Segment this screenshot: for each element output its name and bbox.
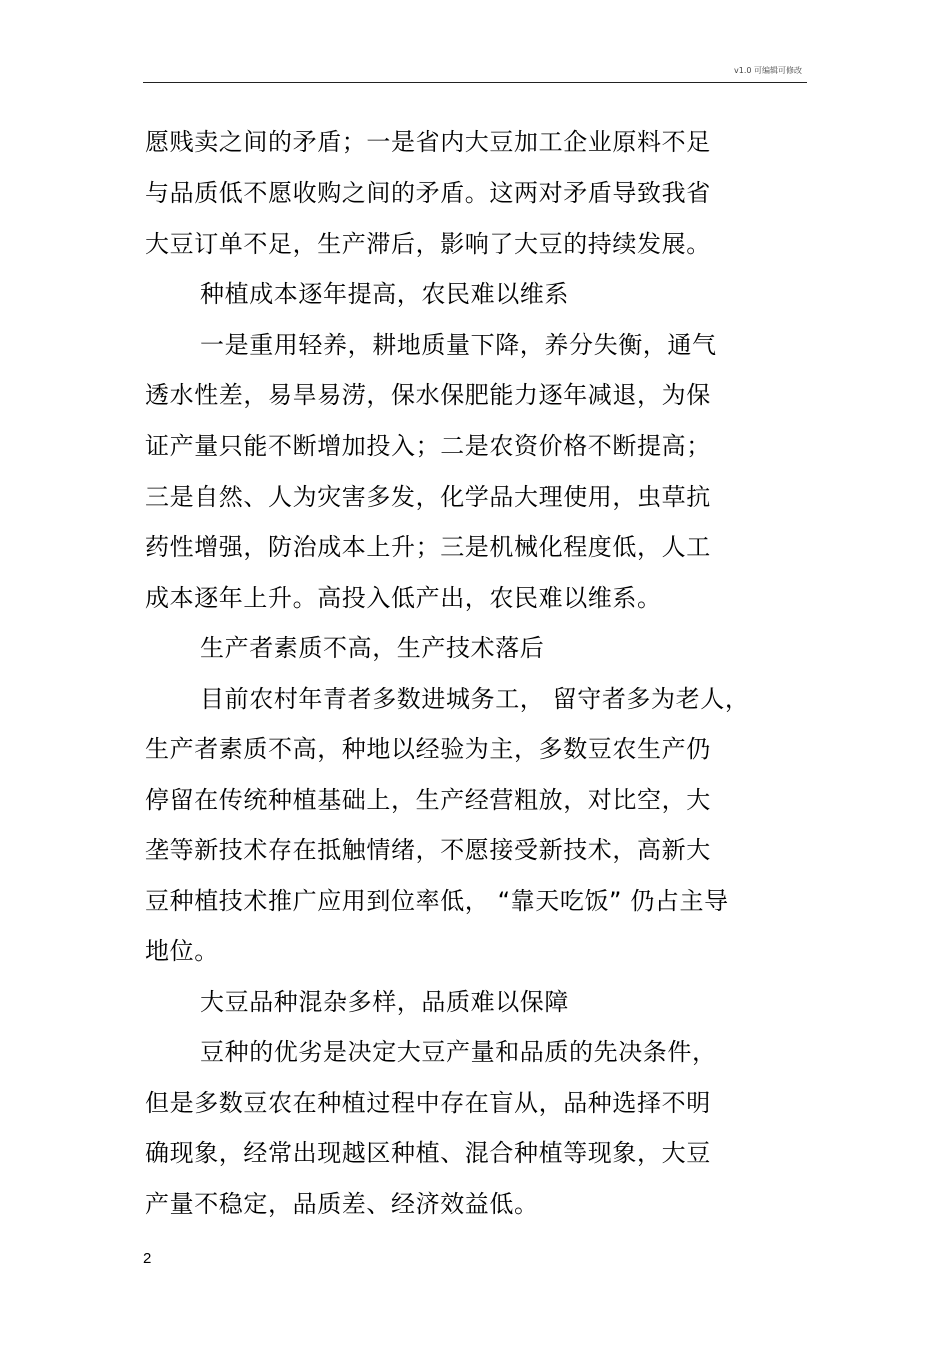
body-line: 三是自然、人为灾害多发，化学品大理使用，虫草抗 — [145, 483, 711, 511]
body-line: 证产量只能不断增加投入；二是农资价格不断提高； — [145, 432, 711, 460]
body-line: 停留在传统种植基础上，生产经营粗放，对比空，大 — [145, 786, 711, 814]
body-line: 药性增强，防治成本上升；三是机械化程度低，人工 — [145, 533, 711, 561]
body-line: 大豆订单不足，生产滞后，影响了大豆的持续发展。 — [145, 230, 711, 258]
body-line: 成本逐年上升。高投入低产出，农民难以维系。 — [145, 584, 662, 612]
header-version-label: v1.0 可编辑可修改 — [734, 66, 802, 75]
body-line: 透水性差，易旱易涝，保水保肥能力逐年减退，为保 — [145, 381, 711, 409]
body-line: 豆种植技术推广应用到位率低， “靠天吃饭” 仍占主导 — [145, 887, 729, 915]
body-line: 确现象，经常出现越区种植、混合种植等现象，大豆 — [145, 1139, 711, 1167]
body-line: 与品质低不愿收购之间的矛盾。这两对矛盾导致我省 — [145, 179, 711, 207]
paragraph-first-line: 豆种的优劣是决定大豆产量和品质的先决条件， — [200, 1038, 717, 1066]
body-line: 生产者素质不高，种地以经验为主，多数豆农生产仍 — [145, 735, 711, 763]
header-divider — [143, 82, 807, 83]
body-line: 愿贱卖之间的矛盾；一是省内大豆加工企业原料不足 — [145, 128, 711, 156]
section-heading: 生产者素质不高，生产技术落后 — [200, 634, 545, 662]
paragraph-first-line: 目前农村年青者多数进城务工， 留守者多为老人， — [200, 685, 750, 713]
body-line: 地位。 — [145, 937, 219, 965]
body-line: 但是多数豆农在种植过程中存在盲从，品种选择不明 — [145, 1089, 711, 1117]
page-number: 2 — [143, 1250, 152, 1267]
section-heading: 种植成本逐年提高，农民难以维系 — [200, 280, 569, 308]
section-heading: 大豆品种混杂多样，品质难以保障 — [200, 988, 569, 1016]
body-line: 产量不稳定，品质差、经济效益低。 — [145, 1190, 539, 1218]
paragraph-first-line: 一是重用轻养，耕地质量下降，养分失衡，通气 — [200, 331, 717, 359]
body-line: 垄等新技术存在抵触情绪，不愿接受新技术，高新大 — [145, 836, 711, 864]
